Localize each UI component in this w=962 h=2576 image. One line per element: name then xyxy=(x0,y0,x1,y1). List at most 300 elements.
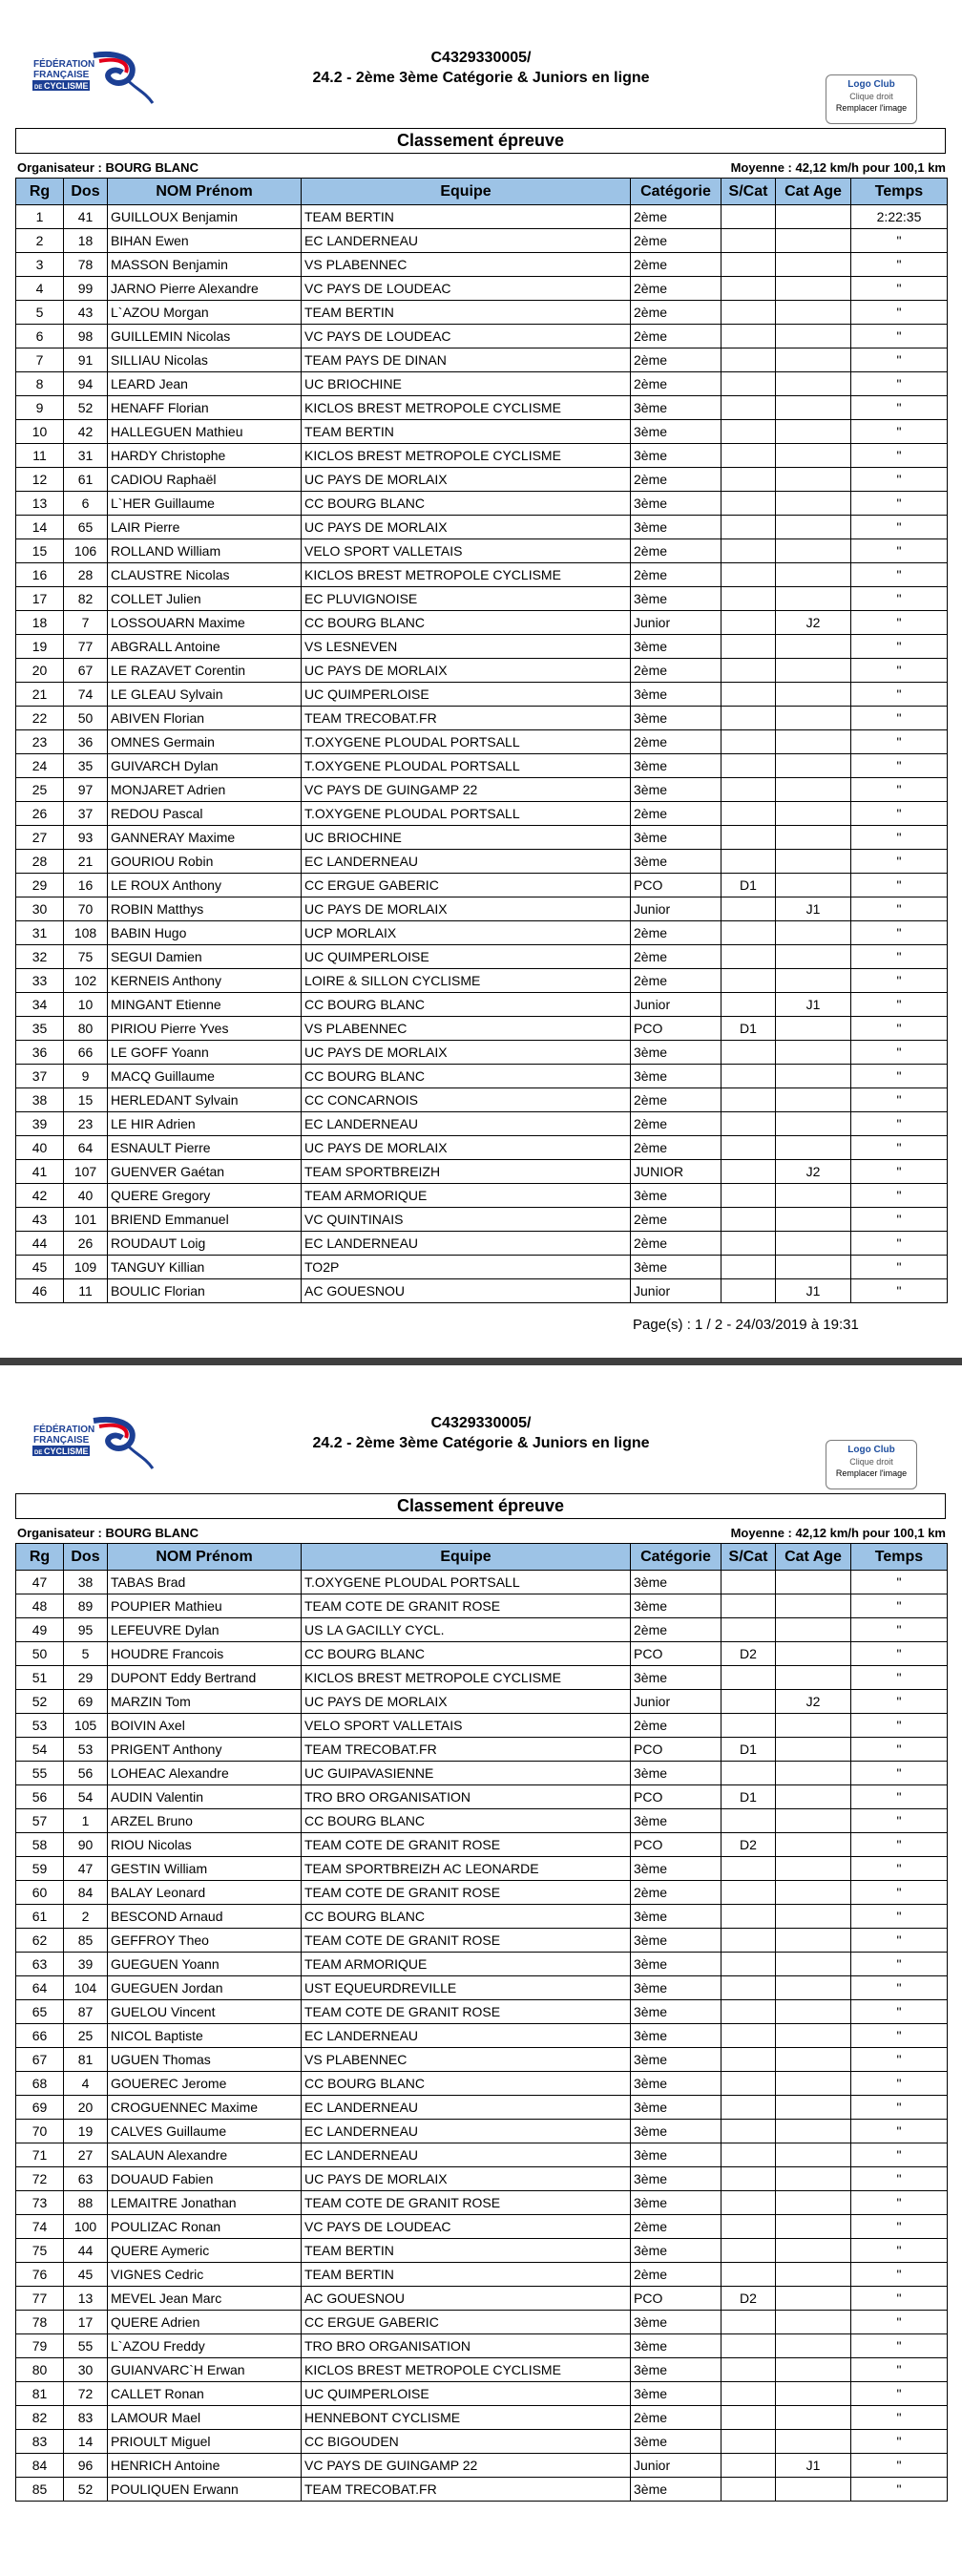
category-cell: 2ème xyxy=(631,325,722,348)
category-cell: Junior xyxy=(631,1279,722,1303)
table-row xyxy=(16,1953,948,1976)
bib-cell: 83 xyxy=(64,2406,108,2430)
table-row xyxy=(16,1571,948,1594)
age-category-cell xyxy=(776,1208,851,1232)
rank-cell: 24 xyxy=(16,754,64,778)
rank-cell: 72 xyxy=(16,2167,64,2191)
bib-cell: 91 xyxy=(64,348,108,372)
rank-cell: 64 xyxy=(16,1976,64,2000)
subcategory-cell xyxy=(722,2239,776,2263)
subcategory-cell xyxy=(722,587,776,611)
team-cell: TEAM TRECOBAT.FR xyxy=(302,2478,631,2502)
age-category-cell: J2 xyxy=(776,1690,851,1714)
name-cell: ROBIN Matthys xyxy=(108,897,302,921)
table-row xyxy=(16,1857,948,1881)
subcategory-cell xyxy=(722,850,776,874)
bib-cell: 107 xyxy=(64,1160,108,1184)
name-cell: CROGUENNEC Maxime xyxy=(108,2096,302,2120)
age-category-cell xyxy=(776,1065,851,1088)
team-cell: TEAM TRECOBAT.FR xyxy=(302,707,631,730)
subcategory-cell xyxy=(722,1232,776,1256)
bib-cell: 88 xyxy=(64,2191,108,2215)
subcategory-cell xyxy=(722,921,776,945)
subcategory-cell xyxy=(722,253,776,277)
category-cell: Junior xyxy=(631,2454,722,2478)
average-speed: Moyenne : 42,12 km/h pour 100,1 km xyxy=(730,159,946,175)
results-table xyxy=(15,178,948,1303)
col-rank: Rg xyxy=(16,1544,64,1571)
category-cell: 3ème xyxy=(631,1041,722,1065)
name-cell: PRIGENT Anthony xyxy=(108,1738,302,1762)
col-subcategory: S/Cat xyxy=(722,1544,776,1571)
name-cell: ESNAULT Pierre xyxy=(108,1136,302,1160)
age-category-cell xyxy=(776,444,851,468)
name-cell: KERNEIS Anthony xyxy=(108,969,302,993)
col-category: Catégorie xyxy=(631,1544,722,1571)
bib-cell: 84 xyxy=(64,1881,108,1905)
bib-cell: 56 xyxy=(64,1762,108,1785)
subcategory-cell xyxy=(722,2430,776,2454)
category-cell: 2ème xyxy=(631,1714,722,1738)
subcategory-cell xyxy=(722,444,776,468)
name-cell: MEVEL Jean Marc xyxy=(108,2287,302,2311)
team-cell: VC PAYS DE GUINGAMP 22 xyxy=(302,2454,631,2478)
section-title: Classement épreuve xyxy=(15,128,946,154)
category-cell: Junior xyxy=(631,993,722,1017)
name-cell: LEARD Jean xyxy=(108,372,302,396)
age-category-cell: J1 xyxy=(776,993,851,1017)
bib-cell: 16 xyxy=(64,874,108,897)
team-cell: UC PAYS DE MORLAIX xyxy=(302,1690,631,1714)
time-cell: " xyxy=(851,1256,948,1279)
time-cell: " xyxy=(851,1881,948,1905)
time-cell: " xyxy=(851,1594,948,1618)
team-cell: TEAM COTE DE GRANIT ROSE xyxy=(302,1594,631,1618)
team-cell: VC PAYS DE LOUDEAC xyxy=(302,277,631,301)
bib-cell: 14 xyxy=(64,2430,108,2454)
bib-cell: 106 xyxy=(64,539,108,563)
rank-cell: 50 xyxy=(16,1642,64,1666)
bib-cell: 104 xyxy=(64,1976,108,2000)
rank-cell: 8 xyxy=(16,372,64,396)
category-cell: Junior xyxy=(631,897,722,921)
age-category-cell xyxy=(776,325,851,348)
rank-cell: 29 xyxy=(16,874,64,897)
rank-cell: 23 xyxy=(16,730,64,754)
name-cell: PIRIOU Pierre Yves xyxy=(108,1017,302,1041)
name-cell: REDOU Pascal xyxy=(108,802,302,826)
time-cell: " xyxy=(851,683,948,707)
team-cell: CC BOURG BLANC xyxy=(302,2072,631,2096)
category-cell: 3ème xyxy=(631,2311,722,2334)
time-cell: " xyxy=(851,874,948,897)
bib-cell: 55 xyxy=(64,2334,108,2358)
age-category-cell xyxy=(776,1571,851,1594)
bib-cell: 98 xyxy=(64,325,108,348)
age-category-cell xyxy=(776,587,851,611)
name-cell: LE HIR Adrien xyxy=(108,1112,302,1136)
table-row xyxy=(16,874,948,897)
race-title: 24.2 - 2ème 3ème Catégorie & Juniors en ligne xyxy=(312,70,650,86)
name-cell: BABIN Hugo xyxy=(108,921,302,945)
team-cell: TEAM BERTIN xyxy=(302,2239,631,2263)
team-cell: UC BRIOCHINE xyxy=(302,826,631,850)
rank-cell: 61 xyxy=(16,1905,64,1929)
name-cell: HARDY Christophe xyxy=(108,444,302,468)
name-cell: HENRICH Antoine xyxy=(108,2454,302,2478)
age-category-cell xyxy=(776,1738,851,1762)
name-cell: LAMOUR Mael xyxy=(108,2406,302,2430)
time-cell: " xyxy=(851,921,948,945)
club-logo-line3: Remplacer l'image xyxy=(835,1468,908,1478)
rank-cell: 22 xyxy=(16,707,64,730)
team-cell: VC QUINTINAIS xyxy=(302,1208,631,1232)
category-cell: 2ème xyxy=(631,563,722,587)
bib-cell: 54 xyxy=(64,1785,108,1809)
subcategory-cell xyxy=(722,1929,776,1953)
table-row xyxy=(16,1738,948,1762)
name-cell: TANGUY Killian xyxy=(108,1256,302,1279)
category-cell: 3ème xyxy=(631,1905,722,1929)
subcategory-cell xyxy=(722,2311,776,2334)
team-cell: UC PAYS DE MORLAIX xyxy=(302,659,631,683)
team-cell: TEAM TRECOBAT.FR xyxy=(302,1738,631,1762)
team-cell: UC QUIMPERLOISE xyxy=(302,683,631,707)
time-cell: " xyxy=(851,1809,948,1833)
name-cell: BRIEND Emmanuel xyxy=(108,1208,302,1232)
col-time: Temps xyxy=(851,1544,948,1571)
category-cell: JUNIOR xyxy=(631,1160,722,1184)
team-cell: VS PLABENNEC xyxy=(302,1017,631,1041)
category-cell: 2ème xyxy=(631,468,722,492)
subcategory-cell xyxy=(722,2143,776,2167)
name-cell: POUPIER Mathieu xyxy=(108,1594,302,1618)
time-cell: " xyxy=(851,1088,948,1112)
table-row xyxy=(16,2454,948,2478)
subcategory-cell xyxy=(722,2382,776,2406)
time-cell: " xyxy=(851,1857,948,1881)
team-cell: UC BRIOCHINE xyxy=(302,372,631,396)
rank-cell: 33 xyxy=(16,969,64,993)
name-cell: GUIANVARC`H Erwan xyxy=(108,2358,302,2382)
age-category-cell xyxy=(776,874,851,897)
table-row xyxy=(16,1905,948,1929)
category-cell: 3ème xyxy=(631,1809,722,1833)
name-cell: LOSSOUARN Maxime xyxy=(108,611,302,635)
name-cell: SEGUI Damien xyxy=(108,945,302,969)
time-cell: " xyxy=(851,2072,948,2096)
team-cell: TO2P xyxy=(302,1256,631,1279)
category-cell: 3ème xyxy=(631,1666,722,1690)
table-row xyxy=(16,1017,948,1041)
team-cell: EC LANDERNEAU xyxy=(302,2120,631,2143)
rank-cell: 52 xyxy=(16,1690,64,1714)
rank-cell: 53 xyxy=(16,1714,64,1738)
time-cell: " xyxy=(851,2334,948,2358)
bib-cell: 52 xyxy=(64,2478,108,2502)
team-cell: T.OXYGENE PLOUDAL PORTSALL xyxy=(302,1571,631,1594)
category-cell: 3ème xyxy=(631,850,722,874)
rank-cell: 46 xyxy=(16,1279,64,1303)
category-cell: Junior xyxy=(631,611,722,635)
age-category-cell xyxy=(776,205,851,229)
time-cell: " xyxy=(851,1041,948,1065)
age-category-cell xyxy=(776,2358,851,2382)
bib-cell: 102 xyxy=(64,969,108,993)
team-cell: AC GOUESNOU xyxy=(302,2287,631,2311)
time-cell: " xyxy=(851,348,948,372)
subcategory-cell: D2 xyxy=(722,1642,776,1666)
name-cell: COLLET Julien xyxy=(108,587,302,611)
team-cell: UC PAYS DE MORLAIX xyxy=(302,516,631,539)
name-cell: ARZEL Bruno xyxy=(108,1809,302,1833)
category-cell: Junior xyxy=(631,1690,722,1714)
team-cell: TEAM COTE DE GRANIT ROSE xyxy=(302,2191,631,2215)
subcategory-cell xyxy=(722,2215,776,2239)
time-cell: " xyxy=(851,1232,948,1256)
subcategory-cell xyxy=(722,348,776,372)
rank-cell: 13 xyxy=(16,492,64,516)
time-cell: " xyxy=(851,372,948,396)
name-cell: GEFFROY Theo xyxy=(108,1929,302,1953)
col-team: Equipe xyxy=(302,179,631,205)
name-cell: LEMAITRE Jonathan xyxy=(108,2191,302,2215)
subcategory-cell: D1 xyxy=(722,1738,776,1762)
rank-cell: 19 xyxy=(16,635,64,659)
category-cell: 3ème xyxy=(631,2191,722,2215)
subcategory-cell xyxy=(722,1690,776,1714)
col-rank: Rg xyxy=(16,179,64,205)
rank-cell: 59 xyxy=(16,1857,64,1881)
category-cell: 3ème xyxy=(631,2096,722,2120)
bib-cell: 95 xyxy=(64,1618,108,1642)
time-cell: " xyxy=(851,1279,948,1303)
age-category-cell xyxy=(776,2287,851,2311)
category-cell: 3ème xyxy=(631,516,722,539)
bib-cell: 44 xyxy=(64,2239,108,2263)
age-category-cell xyxy=(776,277,851,301)
name-cell: DOUAUD Fabien xyxy=(108,2167,302,2191)
results-table-header xyxy=(16,179,948,205)
table-row xyxy=(16,348,948,372)
rank-cell: 69 xyxy=(16,2096,64,2120)
time-cell: " xyxy=(851,1833,948,1857)
category-cell: 2ème xyxy=(631,229,722,253)
table-row xyxy=(16,2406,948,2430)
age-category-cell xyxy=(776,2143,851,2167)
rank-cell: 81 xyxy=(16,2382,64,2406)
table-row xyxy=(16,778,948,802)
ffc-line3: DE xyxy=(34,1450,43,1456)
subcategory-cell xyxy=(722,1160,776,1184)
bib-cell: 20 xyxy=(64,2096,108,2120)
table-row xyxy=(16,420,948,444)
name-cell: QUERE Aymeric xyxy=(108,2239,302,2263)
rank-cell: 57 xyxy=(16,1809,64,1833)
category-cell: PCO xyxy=(631,874,722,897)
ffc-logo xyxy=(27,1415,160,1472)
name-cell: LE ROUX Anthony xyxy=(108,874,302,897)
category-cell: 2ème xyxy=(631,372,722,396)
bib-cell: 39 xyxy=(64,1953,108,1976)
table-row xyxy=(16,2215,948,2239)
bib-cell: 43 xyxy=(64,301,108,325)
name-cell: GUENVER Gaétan xyxy=(108,1160,302,1184)
time-cell: " xyxy=(851,2120,948,2143)
age-category-cell xyxy=(776,683,851,707)
category-cell: 3ème xyxy=(631,1953,722,1976)
name-cell: GUILLEMIN Nicolas xyxy=(108,325,302,348)
subcategory-cell: D1 xyxy=(722,1017,776,1041)
time-cell: " xyxy=(851,229,948,253)
time-cell: " xyxy=(851,1112,948,1136)
bib-cell: 31 xyxy=(64,444,108,468)
bib-cell: 85 xyxy=(64,1929,108,1953)
table-row xyxy=(16,2287,948,2311)
table-row xyxy=(16,229,948,253)
category-cell: 2ème xyxy=(631,1618,722,1642)
rank-cell: 31 xyxy=(16,921,64,945)
rank-cell: 9 xyxy=(16,396,64,420)
rank-cell: 44 xyxy=(16,1232,64,1256)
age-category-cell xyxy=(776,659,851,683)
name-cell: MASSON Benjamin xyxy=(108,253,302,277)
age-category-cell xyxy=(776,2406,851,2430)
subcategory-cell xyxy=(722,325,776,348)
table-row xyxy=(16,277,948,301)
category-cell: 2ème xyxy=(631,2406,722,2430)
rank-cell: 34 xyxy=(16,993,64,1017)
race-code: C4329330005/ xyxy=(430,1415,532,1431)
category-cell: 3ème xyxy=(631,683,722,707)
col-age-category: Cat Age xyxy=(776,179,851,205)
time-cell: " xyxy=(851,1160,948,1184)
name-cell: GUELOU Vincent xyxy=(108,2000,302,2024)
rank-cell: 60 xyxy=(16,1881,64,1905)
bib-cell: 100 xyxy=(64,2215,108,2239)
table-row xyxy=(16,1184,948,1208)
subcategory-cell xyxy=(722,468,776,492)
age-category-cell xyxy=(776,969,851,993)
subcategory-cell: D2 xyxy=(722,2287,776,2311)
bib-cell: 97 xyxy=(64,778,108,802)
rank-cell: 7 xyxy=(16,348,64,372)
age-category-cell xyxy=(776,2311,851,2334)
col-team: Equipe xyxy=(302,1544,631,1571)
age-category-cell xyxy=(776,2096,851,2120)
rank-cell: 73 xyxy=(16,2191,64,2215)
subcategory-cell xyxy=(722,2024,776,2048)
age-category-cell xyxy=(776,1112,851,1136)
age-category-cell xyxy=(776,2239,851,2263)
age-category-cell xyxy=(776,945,851,969)
category-cell: 3ème xyxy=(631,635,722,659)
bib-cell: 35 xyxy=(64,754,108,778)
subcategory-cell xyxy=(722,2454,776,2478)
bib-cell: 38 xyxy=(64,1571,108,1594)
age-category-cell xyxy=(776,516,851,539)
table-row xyxy=(16,945,948,969)
rank-cell: 63 xyxy=(16,1953,64,1976)
name-cell: CADIOU Raphaël xyxy=(108,468,302,492)
subcategory-cell xyxy=(722,516,776,539)
age-category-cell xyxy=(776,1785,851,1809)
category-cell: 3ème xyxy=(631,707,722,730)
table-row xyxy=(16,1785,948,1809)
page-footer: Page(s) : 1 / 2 - 24/03/2019 à 19:31 xyxy=(633,1317,859,1333)
time-cell: " xyxy=(851,1976,948,2000)
name-cell: MACQ Guillaume xyxy=(108,1065,302,1088)
bib-cell: 11 xyxy=(64,1279,108,1303)
bib-cell: 50 xyxy=(64,707,108,730)
results-page-2 xyxy=(0,1365,962,2576)
team-cell: T.OXYGENE PLOUDAL PORTSALL xyxy=(302,802,631,826)
rank-cell: 71 xyxy=(16,2143,64,2167)
team-cell: TRO BRO ORGANISATION xyxy=(302,1785,631,1809)
col-age-category: Cat Age xyxy=(776,1544,851,1571)
rank-cell: 82 xyxy=(16,2406,64,2430)
name-cell: GUILLOUX Benjamin xyxy=(108,205,302,229)
table-row xyxy=(16,1833,948,1857)
table-row xyxy=(16,993,948,1017)
rank-cell: 38 xyxy=(16,1088,64,1112)
bib-cell: 36 xyxy=(64,730,108,754)
team-cell: CC BOURG BLANC xyxy=(302,611,631,635)
subcategory-cell: D2 xyxy=(722,1833,776,1857)
name-cell: HERLEDANT Sylvain xyxy=(108,1088,302,1112)
ffc-swoosh-tail xyxy=(126,1444,153,1468)
subcategory-cell xyxy=(722,2048,776,2072)
name-cell: GOURIOU Robin xyxy=(108,850,302,874)
rank-cell: 30 xyxy=(16,897,64,921)
name-cell: TABAS Brad xyxy=(108,1571,302,1594)
team-cell: CC BOURG BLANC xyxy=(302,1905,631,1929)
team-cell: VS LESNEVEN xyxy=(302,635,631,659)
bib-cell: 6 xyxy=(64,492,108,516)
rank-cell: 70 xyxy=(16,2120,64,2143)
subcategory-cell xyxy=(722,2167,776,2191)
team-cell: US LA GACILLY CYCL. xyxy=(302,1618,631,1642)
name-cell: NICOL Baptiste xyxy=(108,2024,302,2048)
age-category-cell xyxy=(776,2024,851,2048)
rank-cell: 12 xyxy=(16,468,64,492)
bib-cell: 63 xyxy=(64,2167,108,2191)
time-cell: " xyxy=(851,1690,948,1714)
table-row xyxy=(16,921,948,945)
age-category-cell xyxy=(776,468,851,492)
bib-cell: 93 xyxy=(64,826,108,850)
ffc-line2: FRANÇAISE xyxy=(33,1435,90,1446)
table-row xyxy=(16,1088,948,1112)
time-cell: " xyxy=(851,2478,948,2502)
table-row xyxy=(16,2311,948,2334)
time-cell: " xyxy=(851,2311,948,2334)
bib-cell: 26 xyxy=(64,1232,108,1256)
team-cell: UC PAYS DE MORLAIX xyxy=(302,468,631,492)
rank-cell: 2 xyxy=(16,229,64,253)
subcategory-cell xyxy=(722,372,776,396)
category-cell: 3ème xyxy=(631,1762,722,1785)
bib-cell: 37 xyxy=(64,802,108,826)
category-cell: 3ème xyxy=(631,2048,722,2072)
team-cell: AC GOUESNOU xyxy=(302,1279,631,1303)
table-row xyxy=(16,1714,948,1738)
age-category-cell xyxy=(776,2382,851,2406)
bib-cell: 13 xyxy=(64,2287,108,2311)
bib-cell: 65 xyxy=(64,516,108,539)
rank-cell: 80 xyxy=(16,2358,64,2382)
club-logo-placeholder xyxy=(826,1440,917,1489)
